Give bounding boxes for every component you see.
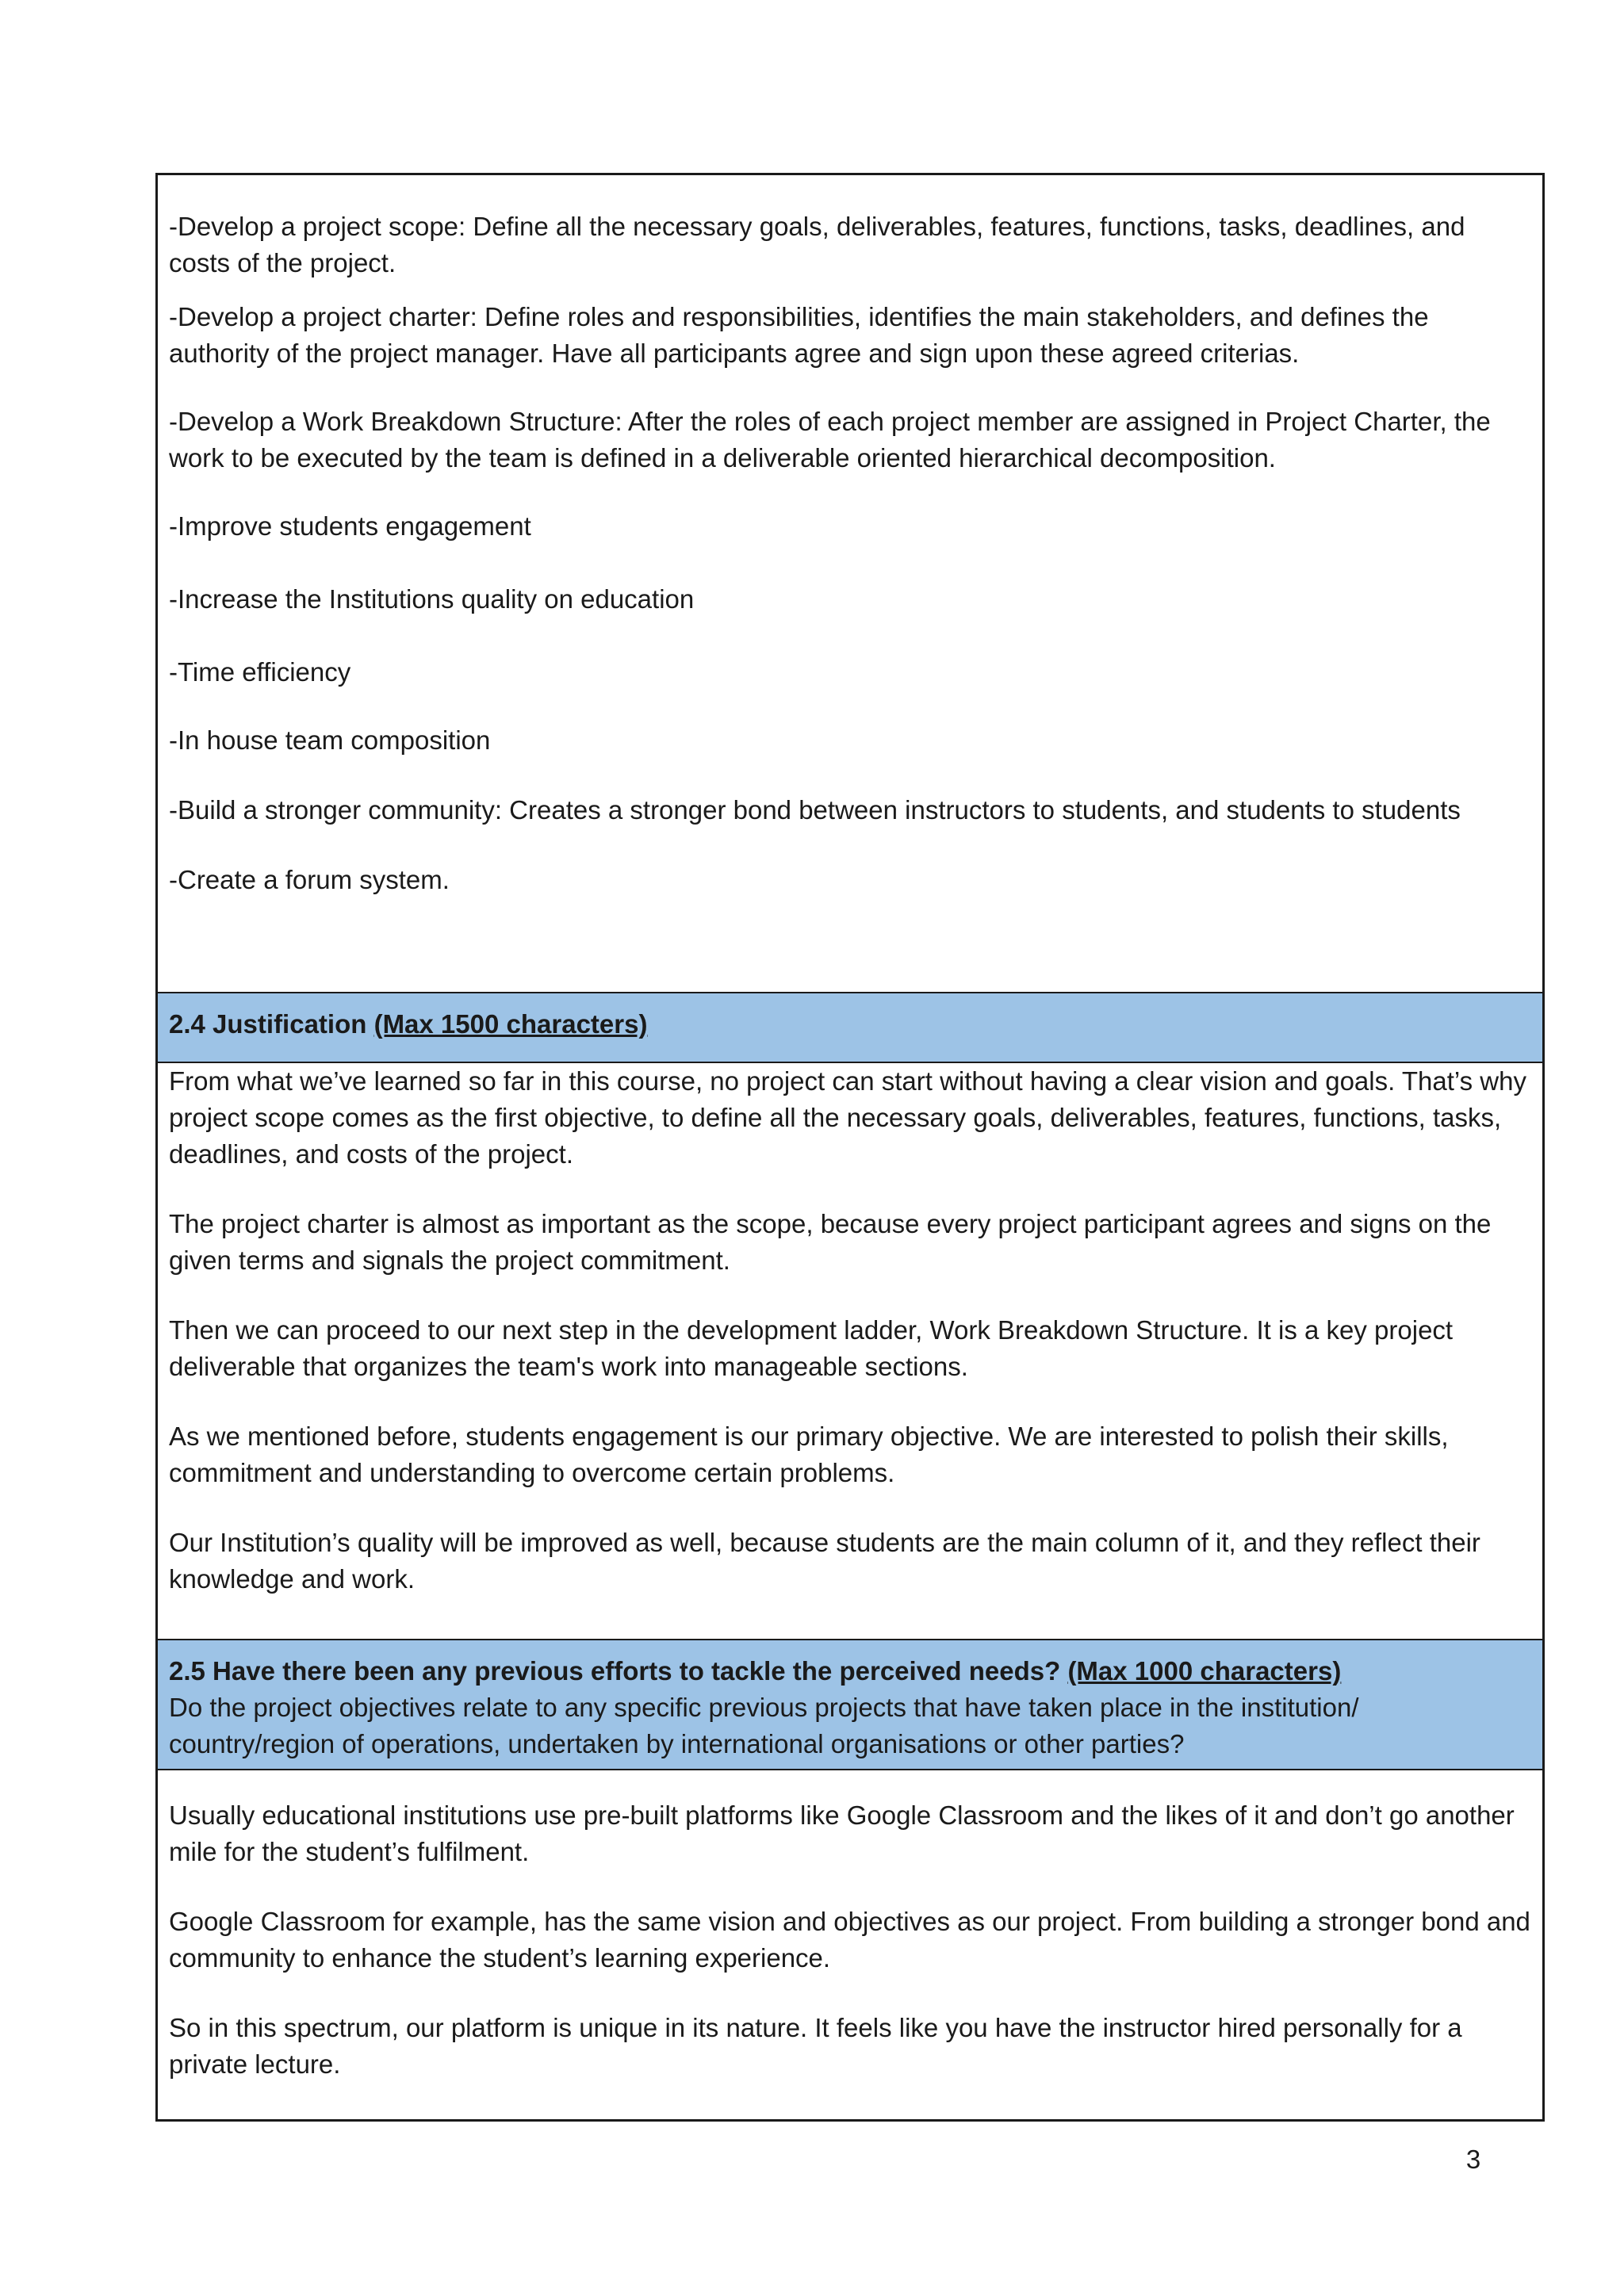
objective-item: -Time efficiency	[169, 657, 351, 687]
previous-efforts-paragraph: Google Classroom for example, has the same vision and objectives as our project. From building a stronger bond and community to enhance the student’s learning experience.	[169, 1907, 1530, 1973]
previous-efforts-subheading: Do the project objectives relate to any specific previous projects that have taken place in the institution/ country/region of operations, undertaken by international organisations or other parties?	[169, 1693, 1359, 1758]
justification-heading: 2.4 Justification	[169, 1009, 367, 1039]
justification-paragraph: From what we’ve learned so far in this course, no project can start without having a clear vision and goals. That’s why project scope comes as the first objective, to define all the necessary goals, deliverables, features, functions, tasks, deadlines, and costs of the project.	[169, 1066, 1526, 1169]
objective-item: -Develop a Work Breakdown Structure: After the roles of each project member are assigned in Project Charter, the work to be executed by the team is defined in a deliverable oriented hierarchical decomposition.	[169, 407, 1491, 473]
justification-body	[158, 1062, 1542, 1639]
previous-efforts-max-chars: (Max 1000 characters)	[1067, 1656, 1342, 1686]
objective-item: -In house team composition	[169, 725, 491, 755]
justification-paragraph: As we mentioned before, students engagement is our primary objective. We are interested to polish their skills, commitment and understanding to overcome certain problems.	[169, 1422, 1449, 1487]
form-table	[155, 173, 1545, 2122]
objectives-section	[158, 175, 1542, 992]
previous-efforts-body	[158, 1769, 1542, 2119]
page-number: 3	[1465, 2145, 1481, 2174]
objective-item: -Increase the Institutions quality on education	[169, 584, 695, 614]
objective-item: -Improve students engagement	[169, 511, 531, 541]
previous-efforts-paragraph: So in this spectrum, our platform is unique in its nature. It feels like you have the instructor hired personally for a private lecture.	[169, 2013, 1462, 2079]
justification-paragraph: Then we can proceed to our next step in the development ladder, Work Breakdown Structure. It is a key project deliverable that organizes the team's work into manageable sections.	[169, 1315, 1454, 1381]
previous-efforts-paragraph: Usually educational institutions use pre-built platforms like Google Classroom and the likes of it and don’t go another mile for the student’s fulfilment.	[169, 1800, 1515, 1866]
previous-efforts-heading: 2.5 Have there been any previous efforts to tackle the perceived needs?	[169, 1656, 1061, 1686]
justification-paragraph: Our Institution’s quality will be improved as well, because students are the main column of it, and they reflect their knowledge and work.	[169, 1528, 1480, 1594]
justification-header	[158, 992, 1542, 1062]
justification-paragraph: The project charter is almost as important as the scope, because every project participant agrees and signs on the given terms and signals the project commitment.	[169, 1209, 1492, 1275]
objective-item: -Develop a project scope: Define all the necessary goals, deliverables, features, functions, tasks, deadlines, and costs of the project.	[169, 212, 1465, 277]
objective-item: -Create a forum system.	[169, 865, 450, 894]
objective-item: -Build a stronger community: Creates a stronger bond between instructors to students, and students to students	[169, 795, 1461, 825]
justification-max-chars: (Max 1500 characters)	[373, 1009, 648, 1039]
previous-efforts-header	[158, 1639, 1542, 1769]
objective-item: -Develop a project charter: Define roles and responsibilities, identifies the main stakeholders, and defines the authority of the project manager. Have all participants agree and sign upon these agreed criterias.	[169, 302, 1429, 368]
